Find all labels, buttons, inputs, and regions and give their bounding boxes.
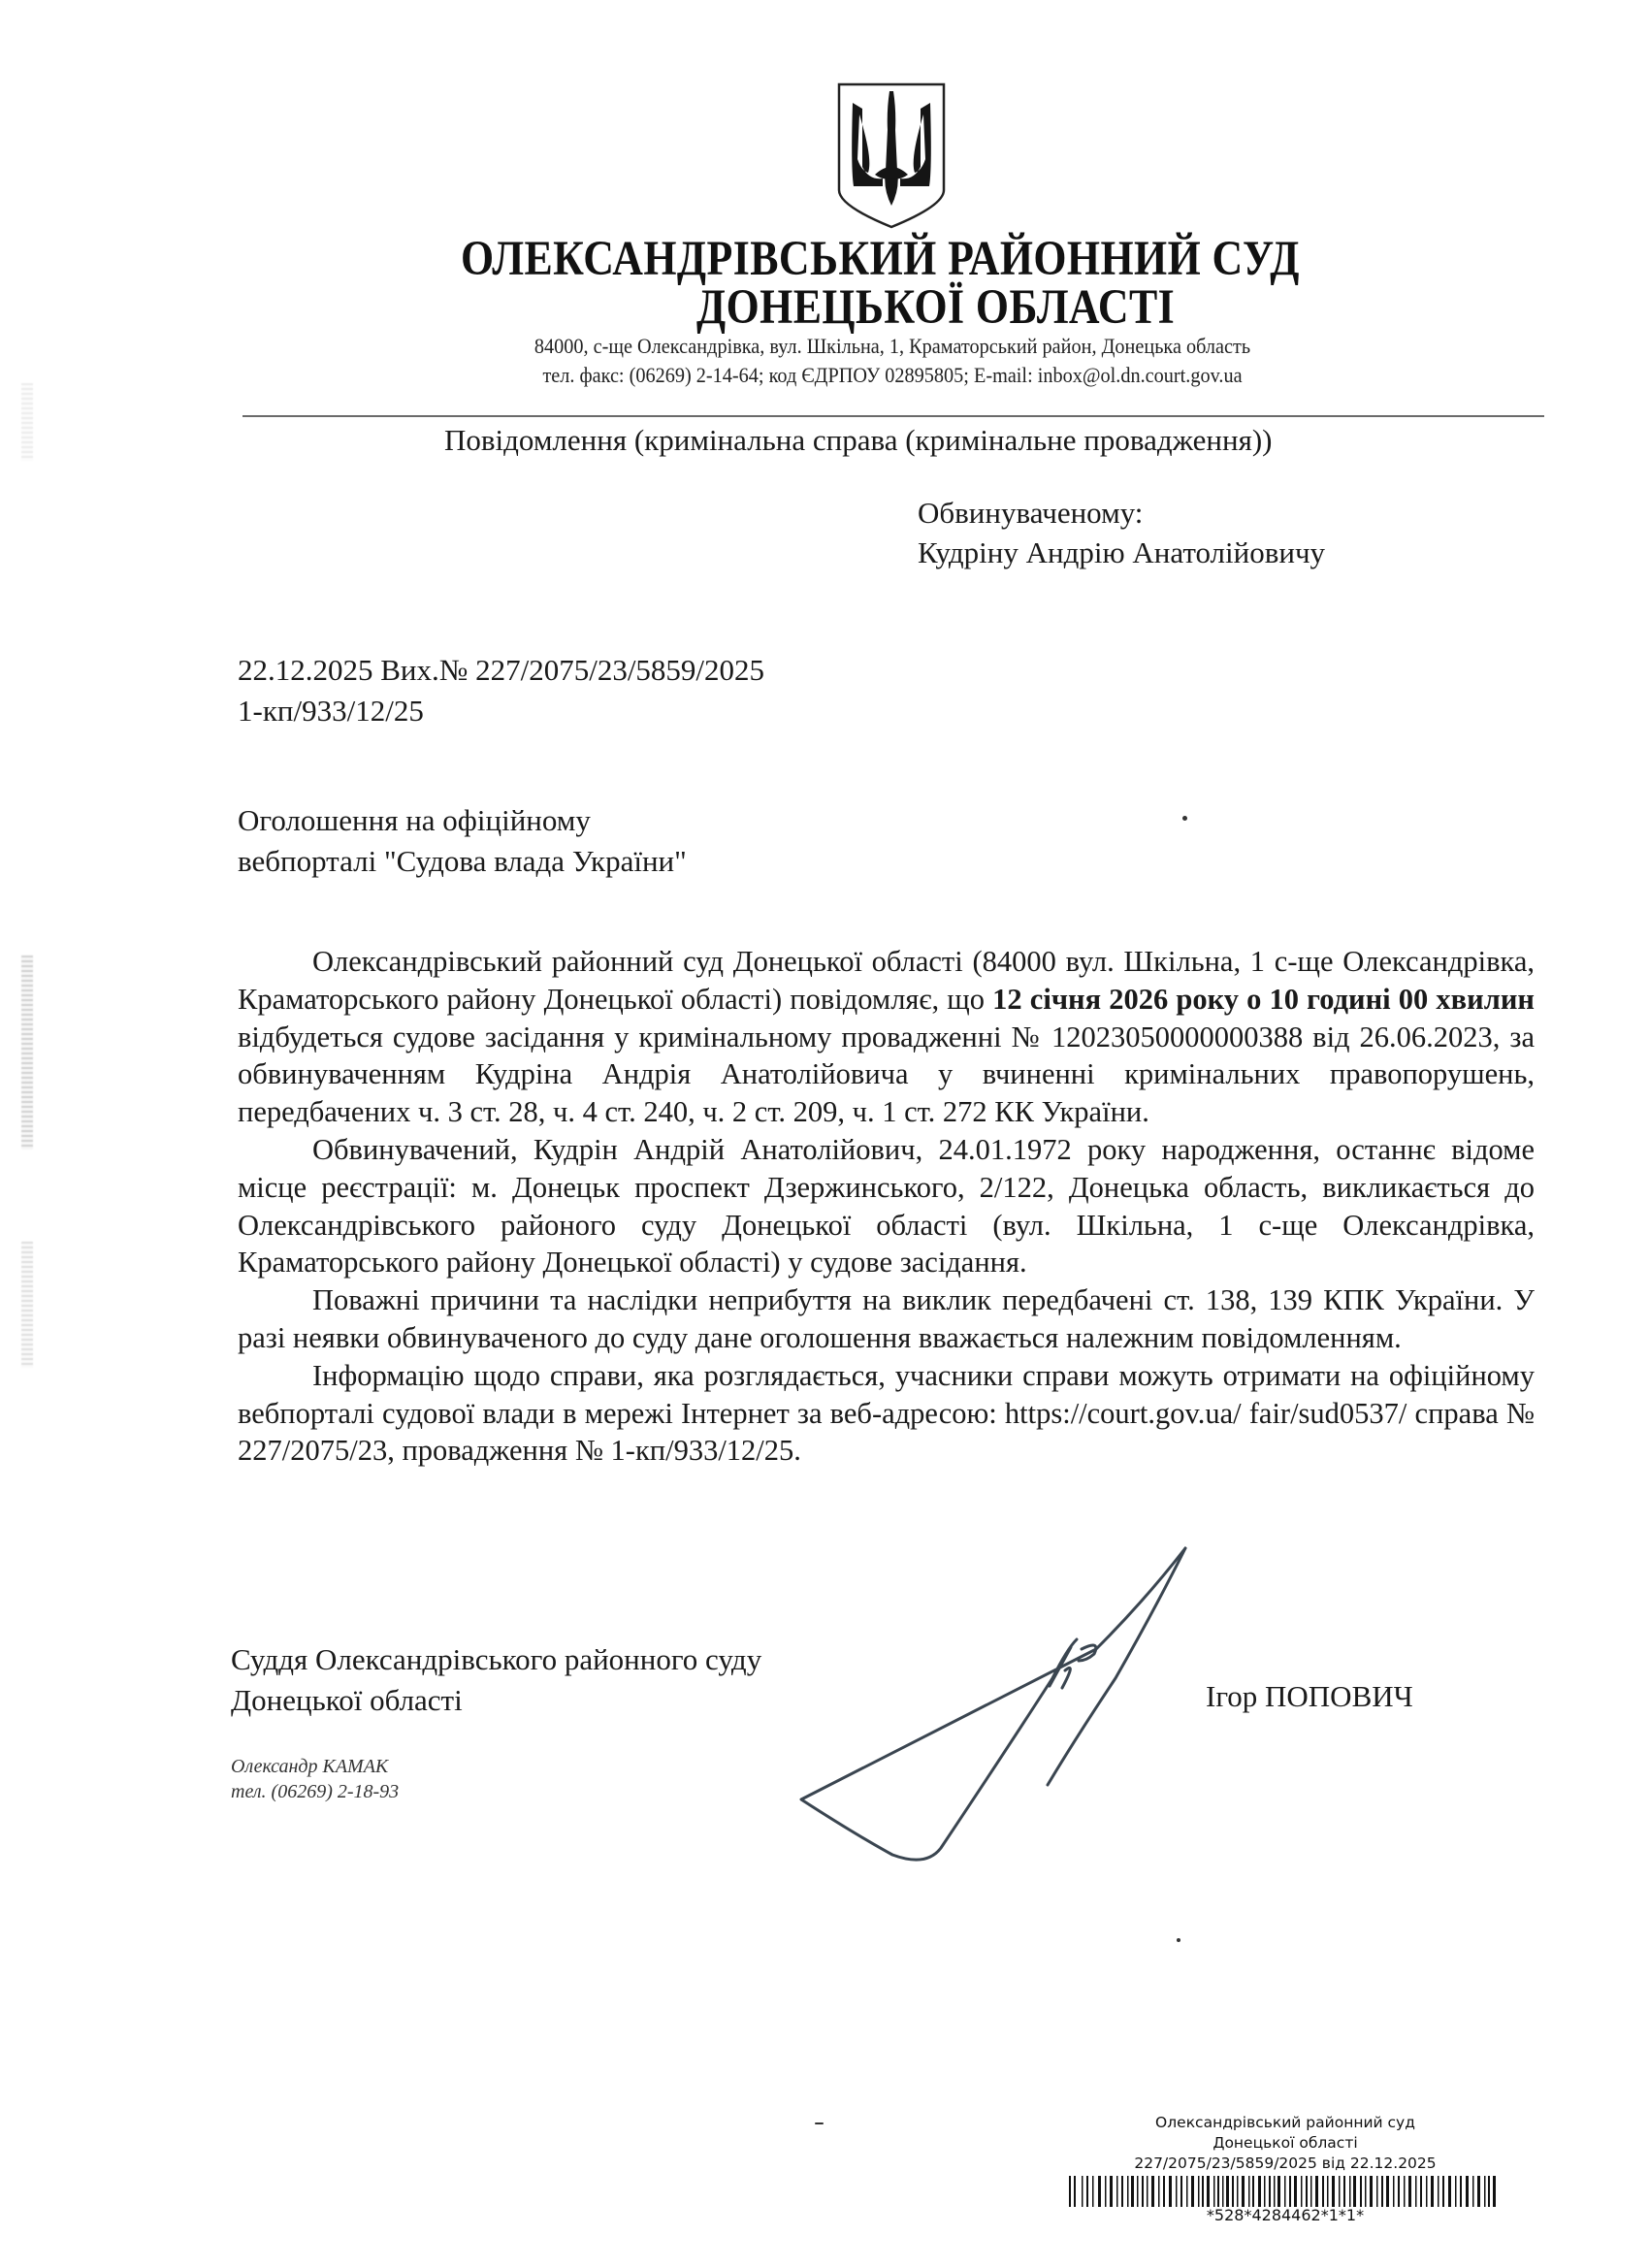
court-name-line1: ОЛЕКСАНДРІВСЬКИЙ РАЙОННИЙ СУД [461,232,1300,286]
barcode-icon [1069,2176,1498,2207]
court-name-line2: ДОНЕЦЬКОЇ ОБЛАСТІ [696,280,1176,335]
trident-emblem-icon [836,81,947,229]
executor-phone: тел. (06269) 2-18-93 [231,1781,400,1802]
executor-block [231,1754,399,1804]
notice-type: Повідомлення (кримінальна справа (кримінальне провадження)) [444,423,1273,457]
outgoing-number: 22.12.2025 Вих.№ 227/2075/23/5859/2025 [238,653,765,687]
scan-dot [1182,816,1187,821]
hearing-datetime: 12 січня 2026 року о 10 годині 00 хвилин [992,982,1535,1016]
barcode-number: *528*4284462*1*1* [1206,2206,1365,2224]
body-paragraph-summons: Обвинувачений, Кудрін Андрій Анатолійович, 24.01.1972 року народження, останнє відоме місце реєстрації: м. Донецьк проспект Дзержинського, 2/122, Донецька область, викликається до Олександрівського районого суду Донецької області (вул. Шкільна, 1 с-ще Олександрівка, Краматорського району Донецької області) у судове засідання. [238,1132,1535,1280]
executor-name: Олександр КАМАК [231,1756,389,1777]
announcement-line1: Оголошення на офіційному [238,803,591,837]
court-contacts: тел. факс: (06269) 2-14-64; код ЄДРПОУ 02895805; E-mail: inbox@ol.dn.court.gov.ua [542,363,1243,387]
announcement-heading [238,800,687,882]
judge-name: Ігор ПОПОВИЧ [1206,1679,1413,1713]
scan-artifact [21,383,33,461]
recipient-label: Обвинуваченому: [918,496,1144,530]
proceeding-number: 1-кп/933/12/25 [238,694,424,728]
scan-artifact [21,956,33,1150]
court-address: 84000, с-ще Олександрівка, вул. Шкільна, 1, Краматорський район, Донецька область [534,334,1251,358]
scan-dot [1177,1938,1180,1942]
body-paragraph-consequences: Поважні причини та наслідки неприбуття на виклик передбачені ст. 138, 139 КПК України. У разі неявки обвинуваченого до суду дане оголошення вважається належним повідомленням. [238,1283,1535,1354]
body-paragraph-info: Інформацію щодо справи, яка розглядається, учасники справи можуть отримати на офіційному вебпорталі судової влади в мережі Інтернет за веб-адресою: https://court.gov.ua/ fair/sud0537/ справа № 227/2075/23, провадження № 1-кп/933/12/25. [238,1358,1535,1468]
announcement-line2: вебпорталі "Судова влада України" [238,844,687,878]
reference-block [238,650,764,731]
recipient-name: Кудріну Андрію Анатолійовичу [918,535,1326,569]
scan-artifact [21,1242,33,1368]
header-divider [242,415,1544,417]
recipient-block [918,493,1325,572]
scan-dot [815,2122,824,2124]
registration-stamp: Олександрівський районний суд Донецької області 227/2075/23/5859/2025 від 22.12.2025 [1134,2114,1437,2172]
notice-body [238,943,1535,1470]
judge-title: Суддя Олександрівського районного суду Донецької області [231,1642,762,1717]
body-paragraph-hearing: Олександрівський районний суд Донецької області (84000 вул. Шкільна, 1 с-ще Олександрівка, Краматорського району Донецької області) повідомляє, що 12 січня 2026 року о 10 годині 00 хвилин відбудеться судове засідання у кримінальному провадженні № 12023050000000388 від 26.06.2023, за обвинуваченням Кудріна Андрія Анатолійовича у вчиненні кримінальних правопорушень, передбачених ч. 3 ст. 28, ч. 4 ст. 240, ч. 2 ст. 209, ч. 1 ст. 272 КК України. [238,945,1535,1129]
